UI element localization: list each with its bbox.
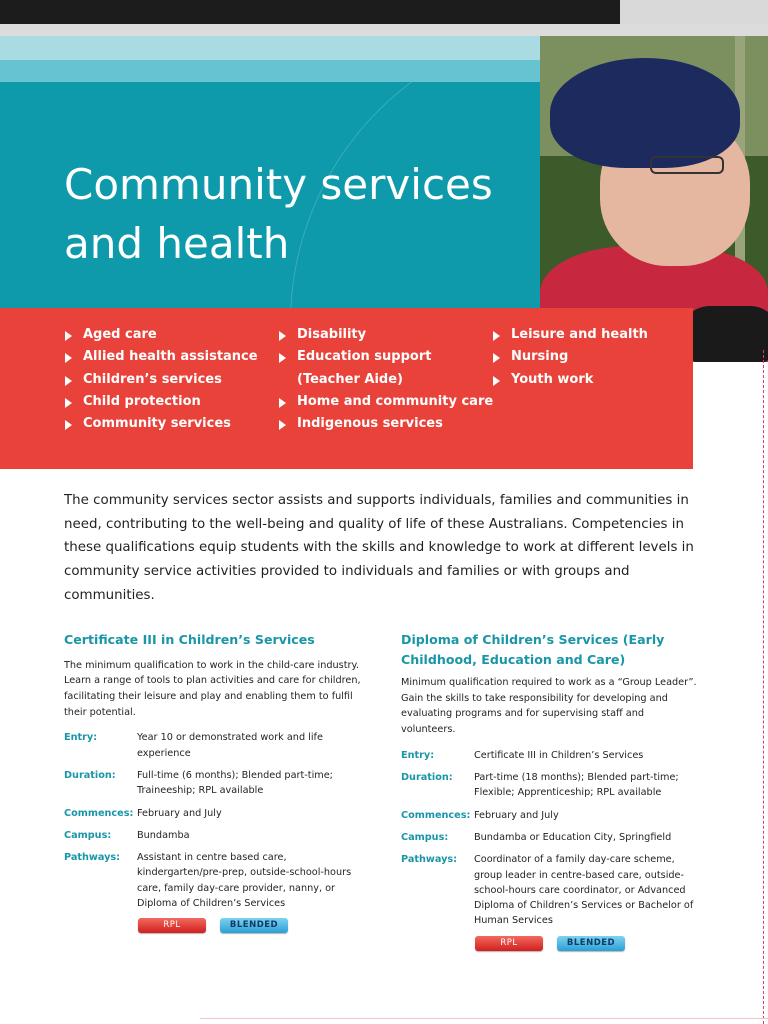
page-title-line-2: and health [64,219,290,268]
top-grey-arrow-band [620,0,768,24]
career-areas-column-2 [278,324,493,435]
course-description: The minimum qualification to work in the child-care industry. Learn a range of tools to plan activities and care for children, facilitating their leisure and play and enabling them to fulfil their potential. [64,659,361,718]
list-item: Youth work [492,369,648,391]
pathways-value: Coordinator of a family day-care scheme, group leader in centre-based care, outside-school-hours care coordinator, or Advanced Diploma of Children’s Services or Bachelor of Human Services [474,854,694,927]
triangle-bullet-icon [65,376,72,386]
detail-row-campus [64,828,364,843]
delivery-badges [138,918,364,933]
triangle-bullet-icon [65,331,72,341]
bottom-rule [200,1018,768,1019]
triangle-bullet-icon [493,353,500,363]
entry-label: Entry: [401,749,435,761]
detail-row-commences [401,808,701,823]
list-item: Education support (Teacher Aide) [278,346,493,391]
detail-row-duration [401,770,701,801]
commences-label: Commences: [401,809,471,821]
list-item: Indigenous services [278,413,493,435]
duration-value: Part-time (18 months); Blended part-time; Flexible; Apprenticeship; RPL available [474,772,679,799]
page-edge-dashed-line [763,350,764,1024]
delivery-badges [475,936,701,951]
rpl-badge: RPL [138,918,206,933]
career-areas-column-1 [64,324,258,435]
blended-badge: BLENDED [557,936,625,951]
triangle-bullet-icon [65,420,72,430]
detail-row-duration [64,768,364,799]
list-item: Children’s services [64,369,258,391]
campus-label: Campus: [401,832,449,843]
commences-value: February and July [137,807,222,819]
campus-label: Campus: [64,829,112,841]
career-areas-panel [0,308,693,469]
commences-label: Commences: [64,807,134,819]
entry-label: Entry: [64,732,98,744]
detail-row-pathways [401,852,701,928]
list-item: Leisure and health [492,324,648,346]
career-areas-column-3 [492,324,648,391]
page-title-line-1: Community services [64,160,493,209]
commences-value: February and July [474,809,559,821]
pathways-value: Assistant in centre based care, kindergarten/pre-prep, outside-school-hours care, family day-care provider, nanny, or Diploma of Children’s Services [137,852,352,909]
list-item: Allied health assistance [64,346,258,368]
campus-value: Bundamba or Education City, Springfield [474,832,672,843]
list-item: Community services [64,413,258,435]
duration-label: Duration: [401,772,453,784]
entry-value: Certificate III in Children’s Services [474,749,644,761]
entry-value: Year 10 or demonstrated work and life experience [137,732,323,759]
duration-label: Duration: [64,769,116,781]
triangle-bullet-icon [65,398,72,408]
detail-row-campus [401,830,701,845]
course-certificate-iii [64,630,364,933]
course-description: Minimum qualification required to work as a “Group Leader”. Gain the skills to take responsibility for developing and evaluating programs and for supervising staff and volunteers. [401,677,697,736]
detail-row-entry [401,748,701,763]
page-title [64,155,534,273]
list-item: Child protection [64,391,258,413]
triangle-bullet-icon [279,420,286,430]
detail-row-commences [64,806,364,821]
pathways-label: Pathways: [64,852,121,864]
triangle-bullet-icon [493,376,500,386]
blended-badge: BLENDED [220,918,288,933]
rpl-badge: RPL [475,936,543,951]
triangle-bullet-icon [279,353,286,363]
triangle-bullet-icon [279,398,286,408]
course-title: Diploma of Children’s Services (Early Childhood, Education and Care) [401,632,665,667]
course-diploma [401,630,701,951]
triangle-bullet-icon [279,331,286,341]
course-details [401,748,701,929]
intro-paragraph: The community services sector assists and supports individuals, families and communities in need, contributing to the well-being and quality of life of these Australians. Competencies in these qualifications equip students with the skills and knowledge to work at different levels in community service activities provided to individuals and families or with groups and communities. [64,493,694,603]
list-item: Disability [278,324,493,346]
duration-value: Full-time (6 months); Blended part-time; Traineeship; RPL available [137,769,333,797]
list-item: Home and community care [278,391,493,413]
list-item: Nursing [492,346,648,368]
list-item: Aged care [64,324,258,346]
detail-row-pathways [64,850,364,911]
detail-row-entry [64,730,364,761]
triangle-bullet-icon [493,331,500,341]
triangle-bullet-icon [65,353,72,363]
decorative-grey-band [0,24,768,36]
course-details [64,730,364,911]
pathways-label: Pathways: [401,854,458,866]
campus-value: Bundamba [137,829,190,841]
course-title: Certificate III in Children’s Services [64,632,315,647]
